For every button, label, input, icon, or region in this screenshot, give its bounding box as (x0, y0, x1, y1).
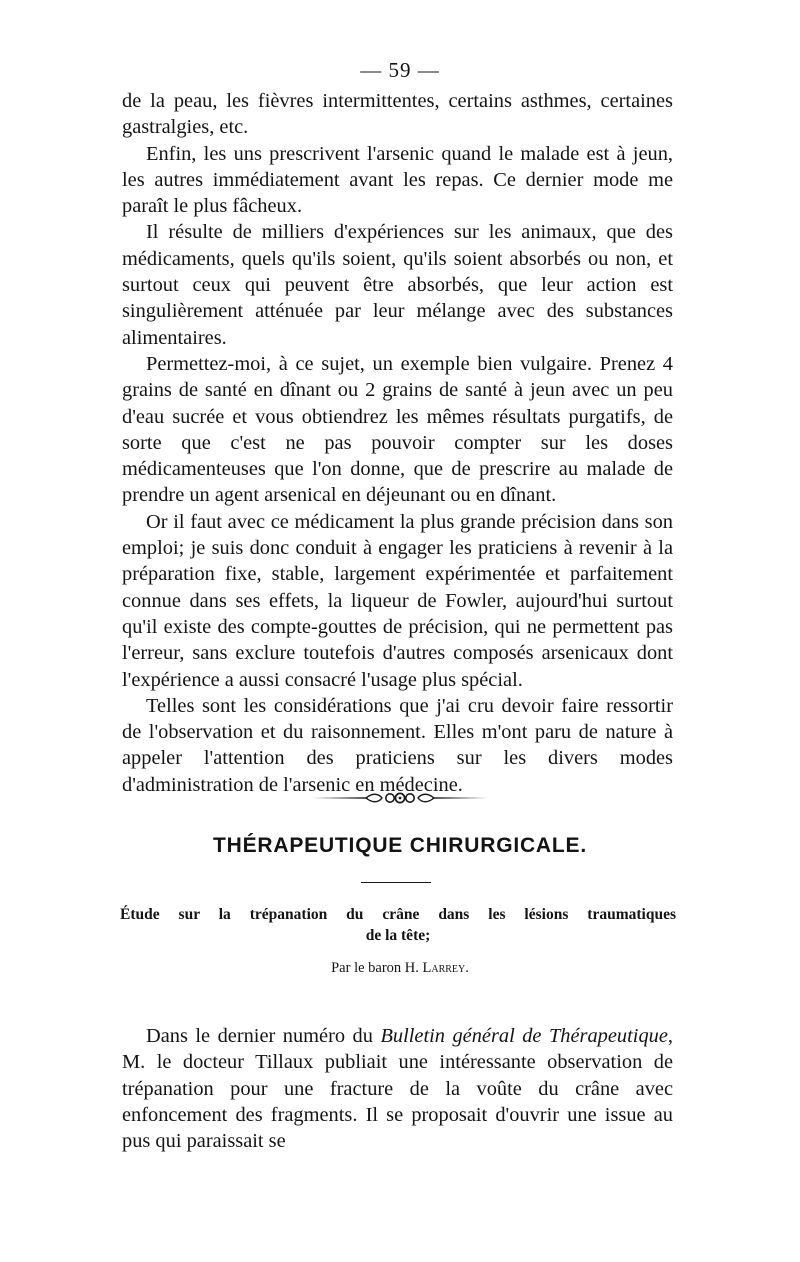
article-title-line-2: de la tête; (365, 927, 431, 944)
paragraph: de la peau, les fièvres intermittentes, certains asthmes, certaines gastralgies, etc. (122, 90, 673, 139)
paragraph: Permettez-moi, à ce sujet, un exemple bien vulgaire. Prenez 4 grains de santé en dînant ou 2 grains de santé à jeun avec un peu d'eau sucrée et vous obtiendrez les mêmes résultats purgatifs, de sorte que c'est ne pas pouvoir compter sur les doses médicamenteuses que l'on donne, que de prescrire au malade de prendre un agent arsenical en déjeunant ou en dînant. (122, 352, 673, 507)
paragraph: Telles sont les considérations que j'ai cru devoir faire ressortir de l'observation et du raisonnement. Elles m'ont paru de nature à appeler l'attention des praticiens sur les divers modes d'administration de l'arsenic en médecine. (122, 694, 673, 796)
byline-author: Larrey. (422, 960, 469, 976)
journal-title: Bulletin général de Thérapeutique (380, 1025, 668, 1047)
page-number: — 59 — (360, 58, 440, 82)
article-title (120, 904, 676, 946)
article-byline (0, 960, 800, 977)
paragraph: Enfin, les uns prescrivent l'arsenic quand le malade est à jeun, les autres immédiatement avant les repas. Ce dernier mode me paraît le plus fâcheux. (122, 142, 673, 218)
section-title: THÉRAPEUTIQUE CHIRURGICALE. (213, 834, 587, 857)
byline-prefix: Par le baron H. (331, 960, 423, 976)
paragraph (122, 1023, 673, 1154)
article-title-line-1: Étude sur la trépanation du crâne dans les lésions traumatiques (120, 906, 676, 923)
paragraph: Il résulte de milliers d'expériences sur les animaux, que des médicaments, quels qu'ils soient, qu'ils soient absorbés ou non, et surtout ceux qui peuvent être absorbés, que leur action est singulièrement atténuée par leur mélange avec des substances alimentaires. (122, 221, 673, 349)
section-ornament (0, 788, 800, 808)
paragraph-start: Dans le dernier numéro du (146, 1025, 381, 1047)
bottom-text-block (122, 1023, 673, 1154)
top-text-block (122, 88, 673, 798)
title-rule (361, 882, 431, 883)
paragraph: Or il faut avec ce médicament la plus grande précision dans son emploi; je suis donc conduit à engager les praticiens à revenir à la préparation fixe, stable, largement expérimentée et parfaitement connue dans ses effets, la liqueur de Fowler, aujourd'hui surtout qu'il existe des compte-gouttes de précision, qui ne permettent pas l'erreur, sans exclure toutefois d'autres composés arsenicaux dont l'expérience a aussi consacré l'usage plus spécial. (122, 510, 673, 691)
ornament-divider-icon (310, 788, 490, 808)
paragraph-rest: , M. le docteur Tillaux publiait une intéressante observation de trépanation pour une fracture de la voûte du crâne avec enfoncement des fragments. Il se proposait d'ouvrir une issue au pus qui paraissait se (122, 1025, 674, 1153)
